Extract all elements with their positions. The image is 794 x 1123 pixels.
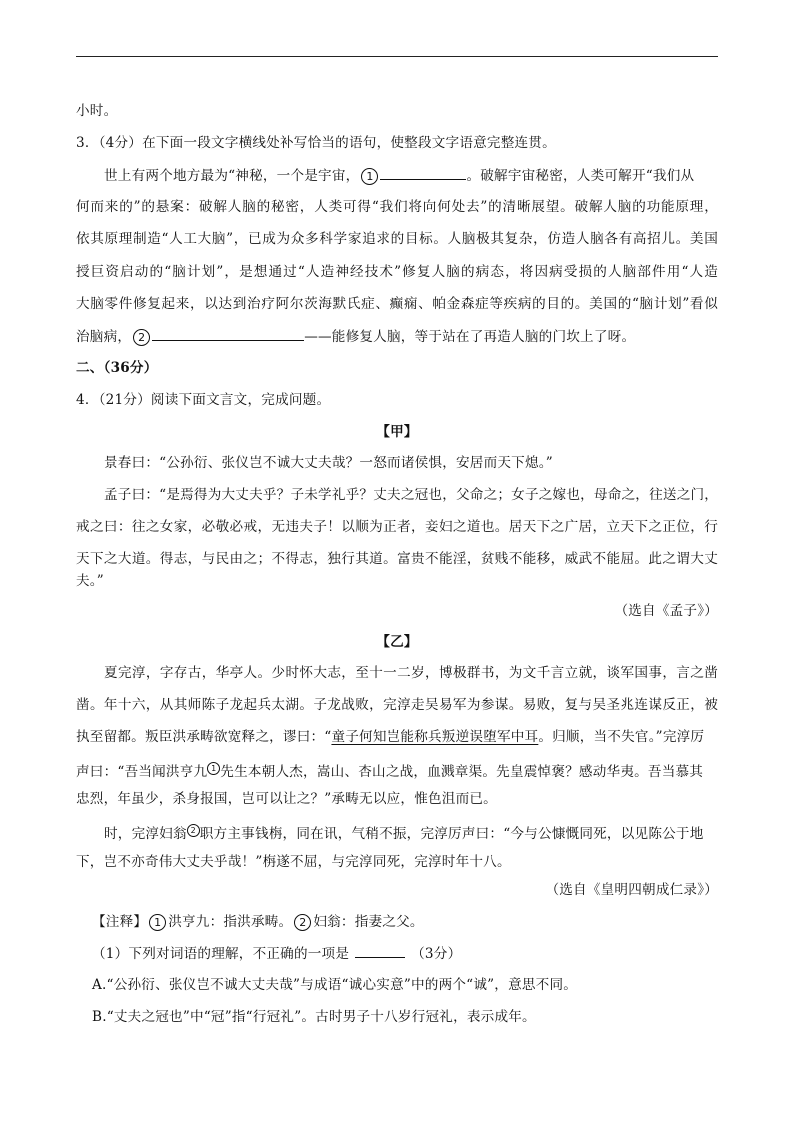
passage-line: 景春曰：“公孙衍、张仪岂不诚大丈夫哉？一怒而诸侯惧，安居而天下熄。”	[104, 455, 553, 471]
question-4-heading: 4．（21分）阅读下面文言文，完成问题。	[76, 392, 331, 408]
circled-number-2: 2	[133, 329, 150, 346]
subquestion-1: （1）下列对词语的理解，不正确的一项是 （3分）	[92, 943, 718, 964]
circled-number-2: 2	[294, 914, 311, 931]
source-citation: （选自《孟子》）	[614, 603, 718, 619]
passage-line: 依其原理制造“人工大脑”，已成为众多科学家追求的目标。人脑极其复杂，仿造人脑各有高招儿。美国	[76, 231, 718, 247]
answer-blank-2[interactable]	[152, 326, 304, 341]
answer-blank-3[interactable]	[355, 943, 405, 958]
passage-line: 下，岂不亦奇伟大丈夫乎哉！”栴遂不屈，与完淳同死，完淳时年十八。	[76, 854, 511, 870]
passage-line: 凿。年十六，从其师陈子龙起兵太湖。子龙战败，完淳走吴易军为参谋。易败，复与吴圣兆连谋反正，被	[76, 697, 718, 713]
passage-line: 夫。”	[76, 573, 104, 589]
passage-line: 世上有两个地方最为“神秘，一个是宇宙， 1 。破解宇宙秘密，人类可解开“我们从	[104, 165, 718, 186]
question-3-heading: 3．（4分）在下面一段文字横线处补写恰当的语句，使整段文字语意完整连贯。	[76, 135, 556, 151]
annotation-line: 【注释】 1 洪亨九：指洪承畴。 2 妇翁：指妻之父。	[92, 914, 424, 930]
text-line: 小时。	[76, 103, 118, 119]
answer-blank-1[interactable]	[380, 165, 466, 180]
passage-line: 治脑病， 2 ——能修复人脑，等于站在了再造人脑的门坎上了呀。	[76, 326, 718, 347]
passage-line: 授巨资启动的“脑计划”，是想通过“人造神经技术”修复人脑的病态，将因病受损的人脑部件用“人造	[76, 264, 718, 280]
source-citation: （选自《皇明四朝成仁录》）	[545, 882, 718, 898]
passage-line: 声曰：“吾当闻洪亨九 $^1$ 先生本朝人杰，嵩山、杏山之战，血溅章渠。先皇震悼褒？感动华夷。吾当慕其	[76, 764, 704, 780]
circled-number-1: 1	[149, 914, 166, 931]
footnote-marker-1: 1	[207, 763, 220, 774]
passage-line: 夏完淳，字存古，华亭人。少时怀大志，至十一二岁，博极群书，为文千言立就，谈军国事，言之凿	[104, 665, 718, 681]
option-a: A.“公孙衍、张仪岂不诚大丈夫哉”与成语“诚心实意”中的两个“诚”，意思不同。	[92, 977, 578, 993]
passage-line: 何而来的”的悬案：破解人脑的秘密，人类可得“我们将向何处去”的清晰展望。破解人脑的功能原理，	[76, 199, 718, 215]
underlined-sentence: 童子何知岂能称兵叛逆误堕军中耳	[331, 729, 539, 745]
passage-line: 天下之大道。得志，与民由之；不得志，独行其道。富贵不能淫，贫贱不能移，威武不能屈。此之谓大丈	[76, 551, 718, 567]
passage-line: 戒之曰：往之女家，必敬必戒，无违夫子！以顺为正者，妾妇之道也。居天下之广居，立天下之正位，行	[76, 519, 718, 535]
passage-line: 执至留都。叛臣洪承畴欲宽释之，谬曰：“童子何知岂能称兵叛逆误堕军中耳。归顺，当不失官。”完淳厉	[76, 729, 705, 745]
header-rule	[76, 56, 718, 57]
option-b: B.“丈夫之冠也”中“冠”指“行冠礼”。古时男子十八岁行冠礼，表示成年。	[92, 1009, 536, 1025]
passage-line: 大脑零件修复起来，以达到治疗阿尔茨海默氏症、癫痫、帕金森症等疾病的目的。美国的“脑计划”看似	[76, 296, 718, 312]
circled-number-1: 1	[361, 168, 378, 185]
passage-line: 孟子曰：“是焉得为大丈夫乎？子未学礼乎？丈夫之冠也，父命之；女子之嫁也，母命之，往送之门，	[104, 487, 719, 503]
passage-line: 时，完淳妇翁 $^2$ 职方主事钱栴，同在讯，气稍不振，完淳厉声曰：“今与公慷慨同死，以见陈公于地	[104, 826, 704, 842]
footnote-marker-2: 2	[187, 825, 200, 836]
text-yi-title: 【乙】	[376, 634, 418, 650]
section-heading: 二、（36分）	[76, 360, 158, 376]
text-jia-title: 【甲】	[376, 424, 418, 440]
passage-line: 忠烈，年虽少，杀身报国，岂可以让之？”承畴无以应，惟色沮而已。	[76, 791, 497, 807]
